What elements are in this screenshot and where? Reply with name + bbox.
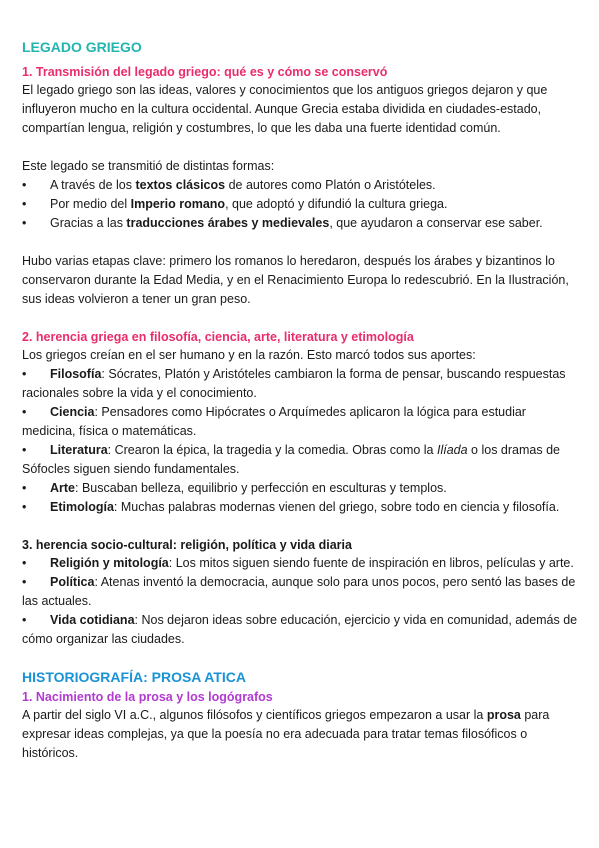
paragraph-prosa: A partir del siglo VI a.C., algunos filósofos y científicos griegos empezaron a usar la prosa para expresar ideas complejas, ya que la poesía no era adecuada para tratar temas filosóficos o históricos.: [22, 708, 550, 760]
heading-nacimiento-prosa: 1. Nacimiento de la prosa y los logógrafos: [22, 690, 273, 704]
list-item-etimologia: • Etimología: Muchas palabras modernas vienen del griego, sobre todo en ciencia y filosofía.: [22, 498, 580, 517]
document-page: [22, 38, 580, 763]
list-item-ciencia: • Ciencia: Pensadores como Hipócrates o Arquímedes aplicaron la lógica para estudiar medicina, física o matemáticas.: [22, 405, 526, 438]
list-item: • Por medio del Imperio romano, que adoptó y difundió la cultura griega.: [22, 195, 580, 214]
section-title-historiografia: HISTORIOGRAFÍA: PROSA ATICA: [22, 669, 246, 685]
list-item-vida-cotidiana: • Vida cotidiana: Nos dejaron ideas sobre educación, ejercicio y vida en comunidad, además de cómo organizar las ciudades.: [22, 613, 578, 646]
list-item-arte: • Arte: Buscaban belleza, equilibrio y perfección en esculturas y templos.: [22, 479, 580, 498]
bullet-icon: •: [22, 216, 27, 230]
list-item-filosofia: • Filosofía: Sócrates, Platón y Aristóteles cambiaron la forma de pensar, buscando respuestas racionales sobre la vida y el conocimiento.: [22, 367, 566, 400]
bullet-icon: •: [22, 197, 27, 211]
bullet-icon: •: [22, 481, 27, 495]
list-item: • Gracias a las traducciones árabes y medievales, que ayudaron a conservar ese saber.: [22, 214, 580, 233]
bullet-icon: •: [22, 405, 27, 419]
heading-herencia-socio-cultural: 3. herencia socio-cultural: religión, política y vida diaria: [22, 538, 352, 552]
bullet-icon: •: [22, 613, 27, 627]
paragraph-forms-intro: Este legado se transmitió de distintas formas:: [22, 159, 275, 173]
bullet-icon: •: [22, 500, 27, 514]
list-item-politica: • Política: Atenas inventó la democracia, aunque solo para unos pocos, pero sentó las bases de las actuales.: [22, 575, 576, 608]
bullet-icon: •: [22, 556, 27, 570]
paragraph-legado-intro: El legado griego son las ideas, valores y conocimientos que los antiguos griegos dejaron y que influyeron mucho en la cultura occidental. Aunque Grecia estaba dividida en ciudades-estado, compartían lengua, religión y costumbres, lo que les daba una fuerte identidad común.: [22, 83, 548, 135]
paragraph-herencia-intro: Los griegos creían en el ser humano y en la razón. Esto marcó todos sus aportes:: [22, 348, 476, 362]
heading-herencia-griega: 2. herencia griega en filosofía, ciencia, arte, literatura y etimología: [22, 330, 414, 344]
bullet-icon: •: [22, 575, 27, 589]
heading-transmision: 1. Transmisión del legado griego: qué es y cómo se conservó: [22, 65, 388, 79]
paragraph-stages: Hubo varias etapas clave: primero los romanos lo heredaron, después los árabes y bizantinos lo conservaron durante la Edad Media, y en el Renacimiento Europa lo redescubrió. En la Ilustración, sus ideas volvieron a tener un gran peso.: [22, 254, 569, 306]
bullet-icon: •: [22, 443, 27, 457]
list-item-religion: • Religión y mitología: Los mitos siguen siendo fuente de inspiración en libros, películas y arte.: [22, 554, 580, 573]
bullet-icon: •: [22, 178, 27, 192]
list-item-literatura: • Literatura: Crearon la épica, la tragedia y la comedia. Obras como la Ilíada o los dramas de Sófocles siguen siendo fundamentales.: [22, 443, 560, 476]
bullet-icon: •: [22, 367, 27, 381]
section-title-legado-griego: LEGADO GRIEGO: [22, 39, 142, 55]
list-item: • A través de los textos clásicos de autores como Platón o Aristóteles.: [22, 176, 580, 195]
